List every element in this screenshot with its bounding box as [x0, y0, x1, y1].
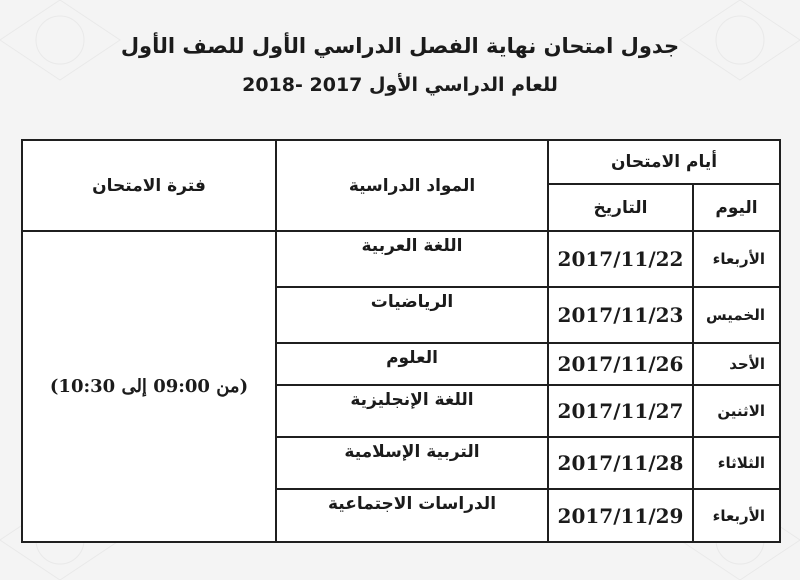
- title-line-1: جدول امتحان نهاية الفصل الدراسي الأول للصف الأول: [120, 34, 680, 58]
- header-exam-days: أيام الامتحان: [548, 140, 780, 184]
- exam-schedule-table: [21, 139, 781, 543]
- day-cell: الخميس: [693, 287, 780, 343]
- day-cell: الأربعاء: [693, 489, 780, 542]
- date-cell: 2017/11/22: [548, 231, 693, 287]
- header-period: فترة الامتحان: [22, 140, 276, 231]
- date-cell: 2017/11/23: [548, 287, 693, 343]
- subject-cell: اللغة العربية: [276, 231, 548, 287]
- date-cell: 2017/11/29: [548, 489, 693, 542]
- date-cell: 2017/11/28: [548, 437, 693, 489]
- day-cell: الأربعاء: [693, 231, 780, 287]
- header-day: اليوم: [693, 184, 780, 231]
- subject-cell: التربية الإسلامية: [276, 437, 548, 489]
- date-cell: 2017/11/27: [548, 385, 693, 437]
- day-cell: الأحد: [693, 343, 780, 385]
- subject-cell: الدراسات الاجتماعية: [276, 489, 548, 542]
- exam-period: (من 09:00 إلى 10:30): [22, 231, 276, 542]
- subject-cell: الرياضيات: [276, 287, 548, 343]
- table-row: [22, 231, 780, 287]
- header-subjects: المواد الدراسية: [276, 140, 548, 231]
- title-line-2: للعام الدراسي الأول 2017 -2018: [242, 74, 558, 96]
- day-cell: الثلاثاء: [693, 437, 780, 489]
- day-cell: الاثنين: [693, 385, 780, 437]
- subject-cell: العلوم: [276, 343, 548, 385]
- date-cell: 2017/11/26: [548, 343, 693, 385]
- header-date: التاريخ: [548, 184, 693, 231]
- subject-cell: اللغة الإنجليزية: [276, 385, 548, 437]
